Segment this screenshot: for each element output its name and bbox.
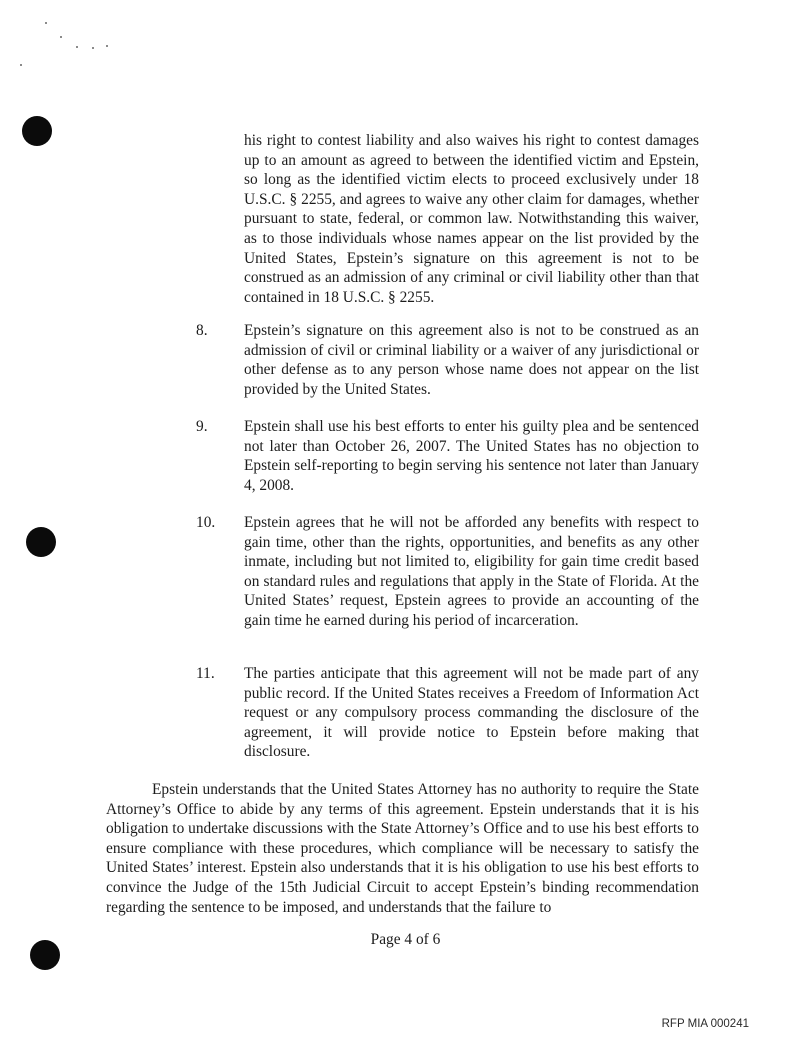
item-number: 9. [196, 418, 208, 435]
item-text: Epstein agrees that he will not be afforded any benefits with respect to gain time, other than the rights, opportunities, and benefits as any other inmate, including but not limited to, eligibility for gain time credit based on standard rules and regulations that apply in the State of Florida. At the United States’ request, Epstein agrees to provide an accounting of the gain time he earned during his period of incarceration. [244, 514, 699, 629]
numbered-item-11 [196, 664, 699, 762]
item-number: 10. [196, 514, 216, 531]
item-text: Epstein shall use his best efforts to enter his guilty plea and be sentenced not later than October 26, 2007. The United States has no objection to Epstein self-reporting to begin serving his sentence not later than January 4, 2008. [244, 418, 699, 494]
closing-paragraph [106, 780, 699, 917]
numbered-item-10 [196, 513, 699, 631]
item-text: Epstein’s signature on this agreement also is not to be construed as an admission of civil or criminal liability or a waiver of any jurisdictional or other defense as to any person whose name does not appear on the list provided by the United States. [244, 322, 699, 398]
page-number: Page 4 of 6 [370, 931, 441, 948]
item-number: 11. [196, 665, 215, 682]
closing-paragraph-text: Epstein understands that the United States Attorney has no authority to require the State Attorney’s Office to abide by any terms of this agreement. Epstein understands that it is his obligation to undertake discussions with the State Attorney’s Office and to use his best efforts to ensure compliance with these procedures, which compliance will be necessary to satisfy the United States’ interest. Epstein also understands that it is his obligation to use his best efforts to convince the Judge of the 15th Judicial Circuit to accept Epstein’s binding recommendation regarding the sentence to be imposed, and understands that the failure to [106, 781, 699, 916]
punch-hole-middle [26, 527, 56, 557]
numbered-item-8 [196, 321, 699, 399]
item-text: The parties anticipate that this agreement will not be made part of any public record. If the United States receives a Freedom of Information Act request or any compulsory process commanding the disclosure of the agreement, it will provide notice to Epstein before making that disclosure. [244, 665, 699, 761]
numbered-item-9 [196, 417, 699, 495]
bates-number: RFP MIA 000241 [661, 1018, 749, 1030]
item-number: 8. [196, 322, 208, 339]
continuation-paragraph: his right to contest liability and also waives his right to contest damages up to an amount as agreed to between the identified victim and Epstein, so long as the identified victim elects to proceed exclusively under 18 U.S.C. § 2255, and agrees to waive any other claim for damages, whether pursuant to state, federal, or common law. Notwithstanding this waiver, as to those individuals whose names appear on the list provided by the United States, Epstein’s signature on this agreement is not to be construed as an admission of any criminal or civil liability other than that contained in 18 U.S.C. § 2255. [244, 132, 699, 306]
punch-hole-top [22, 116, 52, 146]
